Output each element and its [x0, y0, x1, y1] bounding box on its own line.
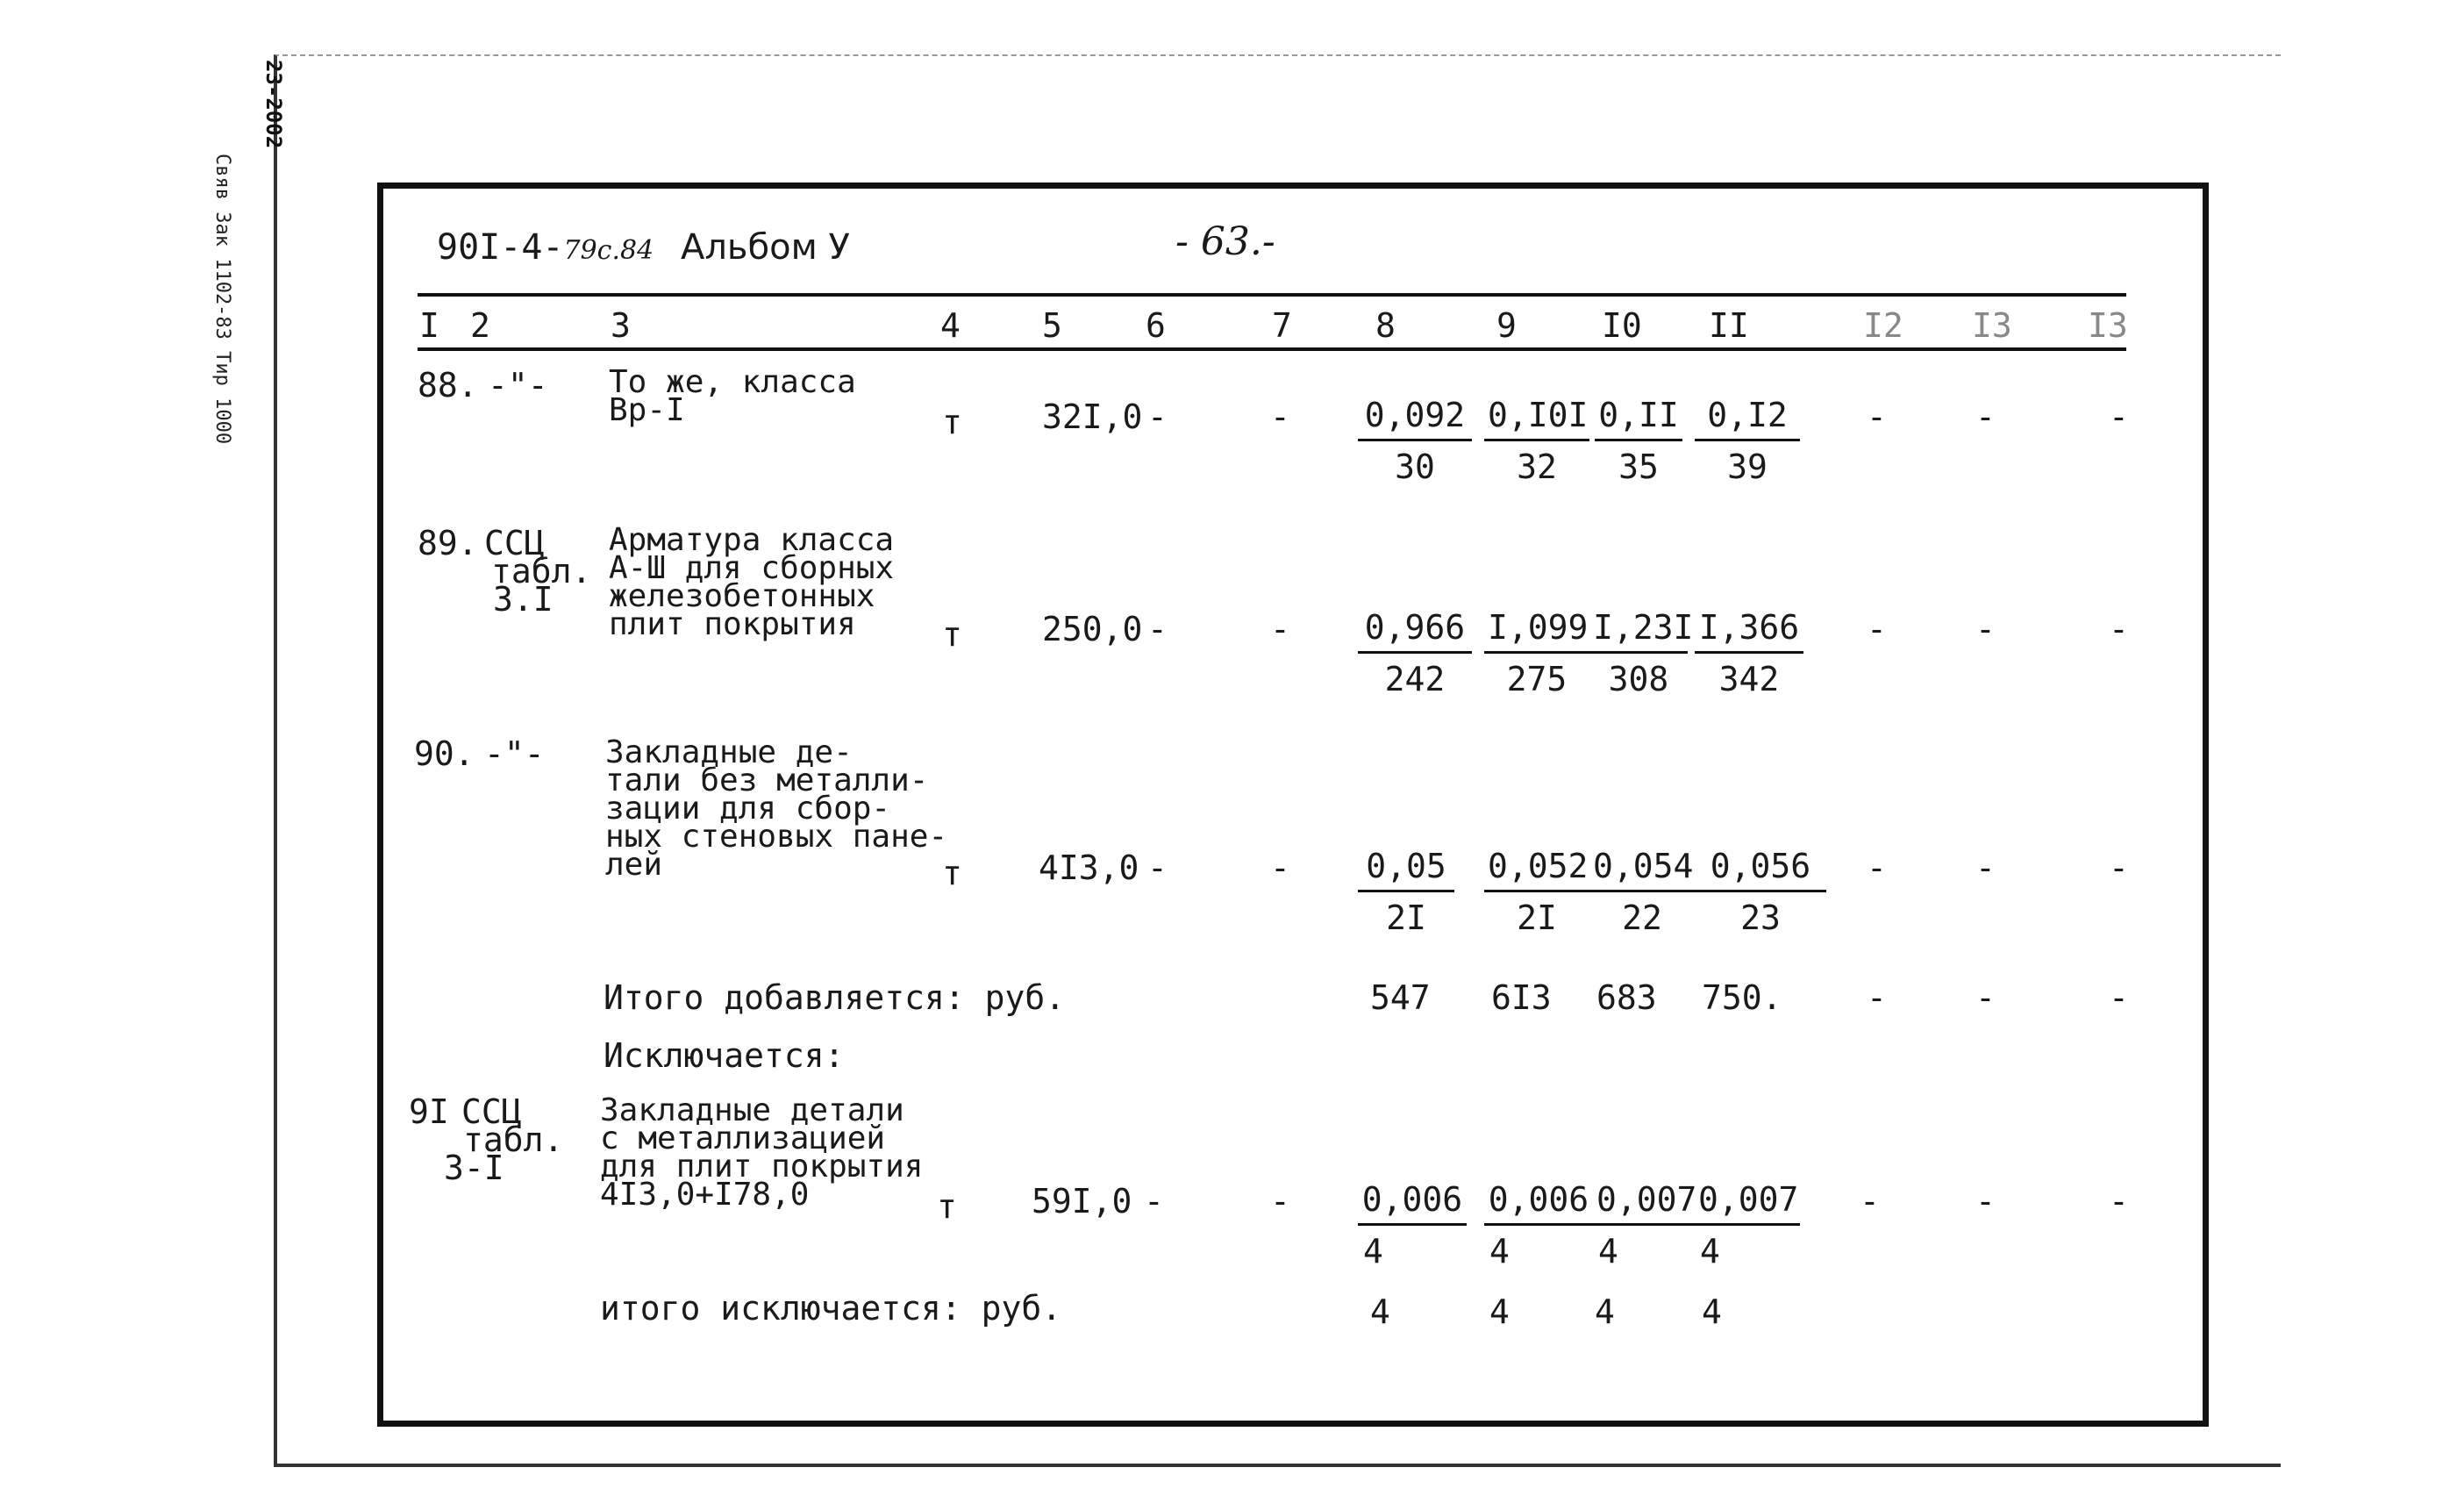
col-10: I0 — [1602, 306, 1642, 345]
row-88-col12: - — [1867, 397, 1887, 436]
col-1: I — [419, 306, 439, 345]
row-91-col10-cost: 4 — [1598, 1232, 1618, 1271]
row-88-col8-price: 0,092 — [1358, 398, 1472, 441]
row-90-col10-price: 0,054 — [1589, 849, 1695, 892]
row-88-col6: - — [1147, 397, 1168, 436]
row-91-col11 — [1695, 1180, 1800, 1271]
subtotal-excluded-label: итого исключается: руб. — [600, 1289, 1062, 1328]
row-88-col8 — [1358, 396, 1472, 486]
col-13: I3 — [1972, 306, 2012, 345]
row-90-col8 — [1358, 847, 1454, 937]
row-91-ref-2: табл. — [463, 1120, 564, 1159]
row-89-col8 — [1358, 608, 1472, 698]
row-90-col10 — [1589, 847, 1695, 937]
row-90-col9-cost: 2I — [1517, 898, 1557, 937]
col-7: 7 — [1272, 306, 1292, 345]
row-90-col9-price: 0,052 — [1484, 849, 1589, 892]
col-14: I3 — [2088, 306, 2128, 345]
excluded-heading: Исключается: — [604, 1036, 845, 1075]
row-91-col8 — [1358, 1180, 1467, 1271]
row-90-col8-cost: 2I — [1386, 898, 1426, 937]
doc-code-printed: 90I-4- — [437, 227, 564, 268]
subtotal-added-col8: 547 — [1370, 978, 1431, 1017]
row-88-col7: - — [1270, 397, 1290, 436]
row-91-ref-3: 3-I — [444, 1149, 504, 1187]
row-88-col10-cost: 35 — [1618, 447, 1659, 486]
row-91-col5: 59I,0 — [1032, 1182, 1132, 1221]
row-91-col9 — [1484, 1180, 1593, 1271]
row-91-col10-price: 0,007 — [1593, 1183, 1696, 1226]
subtotal-added-label: Итого добавляется: руб. — [604, 978, 1066, 1017]
row-89-col7: - — [1270, 610, 1290, 648]
row-91-unit: т — [937, 1187, 957, 1226]
row-88-col8-cost: 30 — [1395, 447, 1435, 486]
row-89-col8-cost: 242 — [1384, 660, 1446, 698]
row-88-col9 — [1484, 396, 1589, 486]
row-88-ref: -"- — [488, 366, 548, 404]
row-88-col5: 32I,0 — [1042, 397, 1143, 436]
row-89-col10-cost: 308 — [1608, 660, 1669, 698]
row-89-col9-cost: 275 — [1506, 660, 1568, 698]
margin-sheet-code: 23-2002 — [261, 60, 286, 149]
row-89-col10 — [1589, 608, 1694, 698]
header-bottom-rule — [418, 347, 2126, 351]
row-90-col5: 4I3,0 — [1039, 848, 1139, 887]
row-91-col8-price: 0,006 — [1358, 1183, 1467, 1226]
row-90-col11-price: 0,056 — [1695, 849, 1826, 892]
subtotal-excluded-col11: 4 — [1702, 1292, 1722, 1331]
row-89-ref-1: ССЦ — [484, 524, 545, 562]
subtotal-added-col9: 6I3 — [1491, 978, 1552, 1017]
row-89-col6: - — [1147, 610, 1168, 648]
row-91-ref-1: ССЦ — [461, 1092, 522, 1131]
row-91-description: Закладные детали с металлизацией для плит покрытия 4I3,0+I78,0 — [600, 1092, 924, 1213]
col-12: I2 — [1863, 306, 1903, 345]
row-91-col10 — [1593, 1180, 1697, 1271]
row-90-description: Закладные де- тали без металли- зации для сбор- ных стеновых пане- лей — [605, 734, 948, 883]
row-89-ref-2: табл. — [491, 552, 592, 591]
row-89-number: 89. — [418, 524, 478, 562]
col-4: 4 — [940, 306, 961, 345]
row-89-col8-price: 0,966 — [1358, 611, 1472, 654]
col-6: 6 — [1146, 306, 1166, 345]
row-88-col9-cost: 32 — [1517, 447, 1557, 486]
row-90-col13: - — [1975, 848, 1996, 887]
row-88-col9-price: 0,I0I — [1484, 398, 1589, 441]
row-89-col12: - — [1867, 610, 1887, 648]
row-91-col14: - — [2109, 1182, 2129, 1221]
row-91-col11-price: 0,007 — [1695, 1183, 1800, 1226]
row-88-number: 88. — [418, 366, 478, 404]
row-90-number: 90. — [414, 734, 475, 773]
col-5: 5 — [1042, 306, 1062, 345]
row-89-col9-price: I,099 — [1484, 611, 1589, 654]
row-91-col11-cost: 4 — [1700, 1232, 1720, 1271]
subtotal-excluded-col8: 4 — [1370, 1292, 1390, 1331]
row-89-description: Арматура класса А-Ш для сборных железобетонных плит покрытия — [609, 522, 895, 642]
row-90-col10-cost: 22 — [1622, 898, 1662, 937]
col-3: 3 — [611, 306, 631, 345]
row-88-description: То же, класса Вр-I — [609, 364, 856, 428]
subtotal-excluded-col9: 4 — [1489, 1292, 1510, 1331]
album-title: Альбом У — [681, 227, 850, 268]
row-88-col13: - — [1975, 397, 1996, 436]
row-89-col11 — [1695, 608, 1803, 698]
row-90-unit: т — [942, 854, 962, 892]
row-90-col12: - — [1867, 848, 1887, 887]
row-90-col11 — [1695, 847, 1826, 937]
col-2: 2 — [470, 306, 490, 345]
row-90-col9 — [1484, 847, 1589, 937]
row-90-col14: - — [2109, 848, 2129, 887]
row-89-col5: 250,0 — [1042, 610, 1143, 648]
page-number: - 63.- — [1175, 219, 1275, 264]
row-88-col11-price: 0,I2 — [1695, 398, 1800, 441]
col-9: 9 — [1496, 306, 1517, 345]
row-89-ref-3: 3.I — [493, 580, 554, 619]
subtotal-excluded-col10: 4 — [1595, 1292, 1615, 1331]
row-90-col7: - — [1270, 848, 1290, 887]
row-88-col14: - — [2109, 397, 2129, 436]
row-89-col9 — [1484, 608, 1589, 698]
subtotal-added-col13: - — [1975, 978, 1996, 1017]
doc-code-handwritten: 79с.84 — [563, 235, 654, 266]
row-91-col12: - — [1860, 1182, 1880, 1221]
row-88-col10 — [1595, 396, 1682, 486]
row-89-unit: т — [942, 615, 962, 654]
col-11: II — [1709, 306, 1749, 345]
row-89-col11-cost: 342 — [1718, 660, 1780, 698]
row-88-unit: т — [942, 403, 962, 441]
subtotal-added-col12: - — [1867, 978, 1887, 1017]
col-8: 8 — [1375, 306, 1396, 345]
subtotal-added-col11: 750. — [1702, 978, 1782, 1017]
header-top-rule — [418, 293, 2126, 297]
row-89-col14: - — [2109, 610, 2129, 648]
subtotal-added-col14: - — [2109, 978, 2129, 1017]
row-91-col9-cost: 4 — [1489, 1232, 1510, 1271]
row-90-ref: -"- — [484, 734, 545, 773]
row-89-col11-price: I,366 — [1695, 611, 1803, 654]
row-91-col7: - — [1270, 1182, 1290, 1221]
row-89-col10-price: I,23I — [1589, 611, 1688, 654]
row-88-col11-cost: 39 — [1727, 447, 1768, 486]
row-89-col13: - — [1975, 610, 1996, 648]
row-91-col9-price: 0,006 — [1484, 1183, 1593, 1226]
margin-print-stamp: Свяв Зак 1102-83 Тир 1000 — [211, 154, 233, 445]
row-88-col10-price: 0,II — [1595, 398, 1682, 441]
row-91-col8-cost: 4 — [1363, 1232, 1383, 1271]
row-91-number: 9I — [409, 1092, 449, 1131]
doc-code — [437, 227, 654, 268]
row-90-col11-cost: 23 — [1740, 898, 1781, 937]
row-90-col8-price: 0,05 — [1358, 849, 1454, 892]
row-90-col6: - — [1147, 848, 1168, 887]
row-88-col11 — [1695, 396, 1800, 486]
subtotal-added-col10: 683 — [1596, 978, 1657, 1017]
row-91-col13: - — [1975, 1182, 1996, 1221]
row-91-col6: - — [1144, 1182, 1164, 1221]
